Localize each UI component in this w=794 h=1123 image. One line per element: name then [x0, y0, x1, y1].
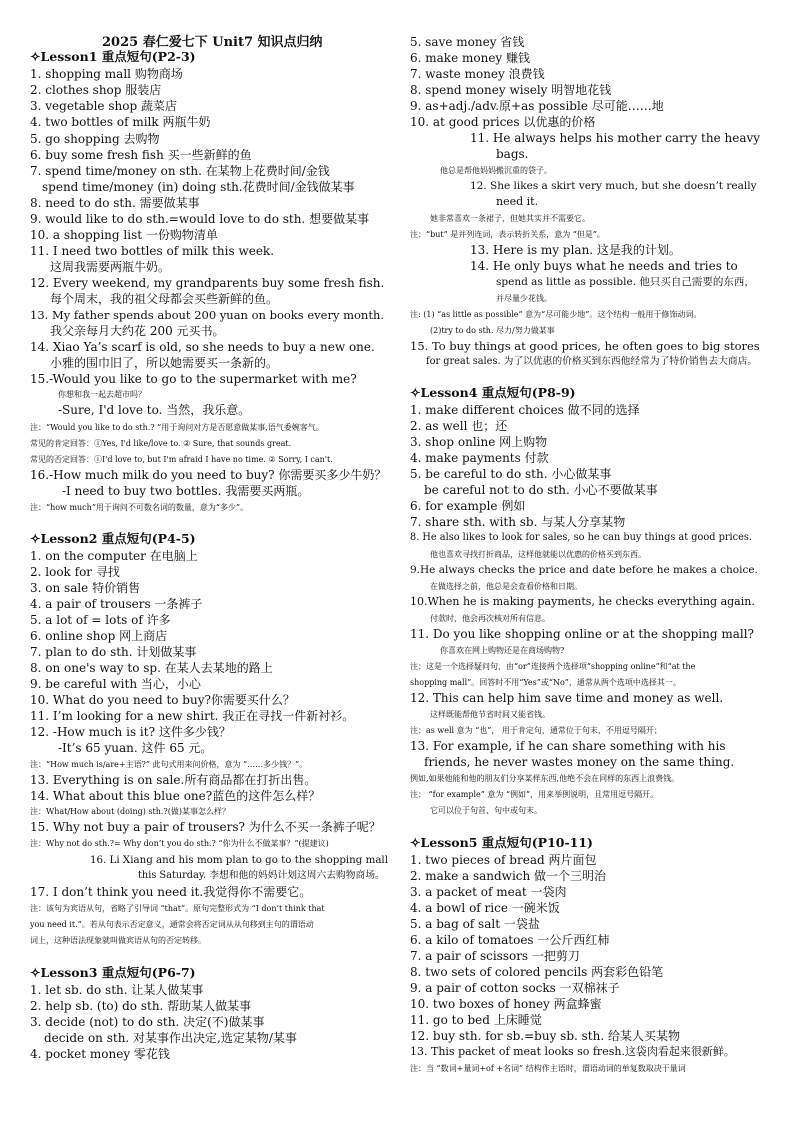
note-line: 注: (1) “as little as possible” 意为“尽可能少地”。这个结构一般用于修饰动词。	[410, 310, 702, 319]
text-line: 9. as+adj./adv.原+as possible 尽可能……地	[410, 99, 664, 113]
text-line: 14. Xiao Ya’s scarf is old, so she needs to buy a new one.	[30, 340, 375, 354]
text-line: 13. Everything is on sale.所有商品都在打折出售。	[30, 773, 317, 787]
section-heading: ✧Lesson3 重点短句(P6-7)	[30, 965, 196, 980]
text-line: 这周我需要两瓶牛奶。	[50, 260, 171, 274]
text-line: 2. help sb. (to) do sth. 帮助某人做某事	[30, 999, 252, 1013]
text-line: 15. Why not buy a pair of trousers? 为什么不买一条裤子呢？	[30, 820, 381, 834]
section-heading: ✧Lesson5 重点短句(P10-11)	[410, 835, 593, 850]
text-line: for great sales. 为了以优惠的价格买到东西他经常为了特价销售去大商店。	[426, 356, 758, 367]
text-line: 2. make a sandwich 做一个三明治	[410, 869, 607, 883]
text-line: 6. for example 例如	[410, 499, 526, 513]
text-line: 15.-Would you like to go to the supermarket with me?	[30, 372, 357, 386]
text-line: this Saturday. 李想和他的妈妈计划这周六去购物商场。	[138, 870, 385, 881]
text-line: 5. be careful to do sth. 小心做某事	[410, 467, 612, 481]
note-line: 这样既能帮他节省时间又能省钱。	[430, 710, 550, 719]
text-line: 6. make money 赚钱	[410, 51, 531, 65]
text-line: -I need to buy two bottles. 我需要买两瓶。	[62, 484, 310, 498]
note-line: (2)try to do sth. 尽力/努力做某事	[430, 326, 555, 335]
text-line: 7. spend time/money on sth. 在某物上花费时间/金钱	[30, 164, 330, 178]
text-line: 10. at good prices 以优惠的价格	[410, 115, 596, 129]
text-line: 8. need to do sth. 需要做某事	[30, 196, 200, 210]
text-line: 9. be careful with 当心，小心	[30, 677, 201, 691]
note-line: 词上，这种语法现象就叫做宾语从句的否定转移。	[30, 936, 206, 945]
text-line: 5. a lot of = lots of 许多	[30, 613, 171, 627]
text-line: 8. two sets of colored pencils 两套彩色铅笔	[410, 965, 664, 979]
text-line: 6. a kilo of tomatoes 一公斤西红柿	[410, 933, 610, 947]
note-line: 她非常喜欢一条裙子，但她其实并不需要它。	[430, 214, 590, 223]
text-line: 每个周末，我的祖父母都会买些新鲜的鱼。	[50, 292, 279, 306]
section-heading: ✧Lesson2 重点短句(P4-5)	[30, 531, 196, 546]
text-line: 12. -How much is it? 这件多少钱？	[30, 725, 231, 739]
note-line: 注：这是一个选择疑问句，由“or”连接两个选择项“shopping online”和“at the	[410, 662, 696, 671]
text-line: 3. vegetable shop 蔬菜店	[30, 99, 177, 113]
text-line: 10. What do you need to buy?你需要买什么？	[30, 693, 295, 707]
text-line: 8. spend money wisely 明智地花钱	[410, 83, 612, 97]
note-line: 注：“how much”用于询问不可数名词的数量，意为“多少”。	[30, 503, 249, 512]
text-line: 8. He also likes to look for sales, so he can buy things at good prices.	[410, 532, 752, 543]
text-line: 1. make different choices 做不同的选择	[410, 403, 640, 417]
note-line: 他总是帮他妈妈搬沉重的袋子。	[440, 166, 552, 175]
text-line: 5. go shopping 去购物	[30, 132, 160, 146]
text-line: 5. save money 省钱	[410, 35, 525, 49]
text-line: 4. two bottles of milk 两瓶牛奶	[30, 115, 211, 129]
text-line: 12. Every weekend, my grandparents buy some fresh fish.	[30, 276, 385, 290]
text-line: 2. look for 寻找	[30, 565, 120, 579]
text-line: 11. I’m looking for a new shirt. 我正在寻找一件新衬衫。	[30, 709, 355, 723]
text-line: 10.When he is making payments, he checks everything again.	[410, 595, 755, 608]
text-line: decide on sth. 对某事作出决定,选定某物/某事	[44, 1031, 297, 1045]
note-line: 注：What/How about (doing) sth.?(做)某事怎么样？	[30, 807, 230, 816]
text-line: 7. a pair of scissors 一把剪刀	[410, 949, 580, 963]
text-line: need it.	[496, 195, 539, 208]
text-line: friends, he never wastes money on the same thing.	[424, 755, 735, 769]
note-line: 并尽量少花钱。	[496, 294, 552, 303]
note-line: 付款时，他会再次核对所有信息。	[430, 614, 550, 623]
text-line: 3. on sale 特价销售	[30, 581, 141, 595]
text-line: 2. as well 也；还	[410, 419, 508, 433]
section-heading: ✧Lesson1 重点短句(P2-3)	[30, 49, 196, 64]
text-line: 8. on one's way to sp. 在某人去某地的路上	[30, 661, 273, 675]
text-line: 小雅的围巾旧了，所以她需要买一条新的。	[50, 356, 279, 370]
text-line: 15. To buy things at good prices, he often goes to big stores	[410, 339, 760, 353]
text-line: 9. a pair of cotton socks 一双棉袜子	[410, 981, 620, 995]
note-line: 注：该句为宾语从句，省略了引导词 “that”。原句完整形式为 “I don’t think that	[30, 904, 325, 913]
note-line: 你想和我一起去超市吗？	[58, 390, 146, 399]
text-line: 3. a packet of meat 一袋肉	[410, 885, 567, 899]
page-title: 2025 春仁爱七下 Unit7 知识点归纳	[102, 35, 323, 50]
note-line: 注：as well 意为 “也”， 用于肯定句，通常位于句末，不用逗号隔开；	[410, 726, 662, 735]
text-line: 1. two pieces of bread 两片面包	[410, 853, 597, 867]
text-line: 4. a bowl of rice 一碗米饭	[410, 901, 560, 915]
text-line: 11. He always helps his mother carry the heavy	[470, 131, 761, 145]
text-line: 6. buy some fresh fish 买一些新鲜的鱼	[30, 148, 252, 162]
note-line: 注： “for example” 意为 “例如”，用来举例说明，且常用逗号隔开。	[410, 790, 659, 799]
note-line: shopping mall”。回答时不用“Yes”或“No”，通常从两个选项中选择其一。	[410, 678, 681, 687]
text-line: -Sure, I'd love to. 当然，我乐意。	[58, 403, 251, 417]
text-line: 10. two boxes of honey 两盒蜂蜜	[410, 997, 602, 1011]
text-line: 14. He only buys what he needs and tries to	[470, 259, 738, 273]
note-line: 注：“but” 是并列连词，表示转折关系，意为 “但是”。	[410, 230, 605, 239]
section-heading: ✧Lesson4 重点短句(P8-9)	[410, 385, 576, 400]
text-line: be careful not to do sth. 小心不要做某事	[424, 483, 658, 497]
text-line: 17. I don’t think you need it.我觉得你不需要它。	[30, 885, 312, 899]
text-line: 16.-How much milk do you need to buy? 你需要买多少牛奶？	[30, 468, 387, 482]
note-line: 他也喜欢寻找打折商品，这样他就能以优惠的价格买到东西。	[430, 550, 646, 559]
text-line: 13. My father spends about 200 yuan on books every month.	[30, 308, 385, 322]
note-line: 常见的肯定回答：①Yes, I'd like/love to. ② Sure, that sounds great.	[30, 439, 292, 448]
text-line: 13. This packet of meat looks so fresh.这袋肉看起来很新鲜。	[410, 1045, 735, 1058]
text-line: 11. go to bed 上床睡觉	[410, 1013, 542, 1027]
text-line: 6. online shop 网上商店	[30, 629, 168, 643]
text-line: 11. Do you like shopping online or at the shopping mall?	[410, 627, 754, 641]
note-line: 常见的否定回答：①I'd love to, but I'm afraid I have no time. ② Sorry, I can't.	[30, 455, 333, 464]
text-line: spend as little as possible. 他只买自己需要的东西，	[496, 276, 755, 288]
text-line: 4. make payments 付款	[410, 451, 549, 465]
text-line: 3. decide (not) to do sth. 决定(不)做某事	[30, 1015, 265, 1029]
note-line: 例如,如果他能和他的朋友们分享某样东西,他绝不会在同样的东西上浪费钱。	[410, 774, 680, 783]
text-line: 12. She likes a skirt very much, but she doesn’t really	[470, 180, 757, 192]
text-line: -It’s 65 yuan. 这件 65 元。	[58, 741, 213, 755]
text-line: 11. I need two bottles of milk this week.	[30, 244, 275, 258]
note-line: you need it.”。若从句表示否定意义，通常会将否定词从从句移到主句的谓语动	[30, 920, 314, 929]
text-line: 1. shopping mall 购物商场	[30, 67, 183, 81]
note-line: 注：Why not do sth.?= Why don’t you do sth.? “你为什么不做某事？”(提建议)	[30, 839, 329, 848]
text-line: 12. This can help him save time and money as well.	[410, 691, 724, 705]
note-line: 它可以位于句首、句中或句末。	[430, 806, 542, 815]
text-line: 我父亲每月大约花 200 元买书。	[50, 324, 225, 338]
text-line: 7. share sth. with sb. 与某人分享某物	[410, 515, 626, 529]
note-line: 注：“Would you like to do sth.? ”用于询问对方是否愿意做某事,语气委婉客气。	[30, 423, 324, 432]
text-line: 9. would like to do sth.=would love to do sth. 想要做某事	[30, 212, 370, 226]
text-line: 16. Li Xiang and his mom plan to go to the shopping mall	[90, 854, 388, 866]
text-line: 4. a pair of trousers 一条裤子	[30, 597, 203, 611]
text-line: 5. a bag of salt 一袋盐	[410, 917, 540, 931]
text-line: 1. on the computer 在电脑上	[30, 549, 198, 563]
text-line: 4. pocket money 零花钱	[30, 1047, 170, 1061]
text-line: 10. a shopping list 一份购物清单	[30, 228, 218, 242]
text-line: bags.	[496, 147, 529, 161]
text-line: 14. What about this blue one?蓝色的这件怎么样？	[30, 789, 321, 803]
note-line: 注：“How much is/are+主语?” 此句式用来问价格，意为 “……多少钱？”。	[30, 760, 308, 769]
text-line: 13. Here is my plan. 这是我的计划。	[470, 243, 681, 257]
note-line: 注：当 “数词+量词+of +名词” 结构作主语时，谓语动词的单复数取决于量词	[410, 1064, 686, 1073]
text-line: spend time/money (in) doing sth.花费时间/金钱做某事	[42, 180, 355, 194]
text-line: 9.He always checks the price and date before he makes a choice.	[410, 564, 758, 576]
text-line: 13. For example, if he can share something with his	[410, 739, 726, 753]
note-line: 在做选择之前，他总是会查看价格和日期。	[430, 582, 582, 591]
text-line: 1. let sb. do sth. 让某人做某事	[30, 983, 204, 997]
text-line: 7. plan to do sth. 计划做某事	[30, 645, 197, 659]
text-line: 3. shop online 网上购物	[410, 435, 548, 449]
text-line: 12. buy sth. for sb.=buy sb. sth. 给某人买某物	[410, 1029, 680, 1043]
text-line: 2. clothes shop 服装店	[30, 83, 162, 97]
text-line: 7. waste money 浪费钱	[410, 67, 545, 81]
note-line: 你喜欢在网上购物还是在商场购物?	[440, 646, 565, 655]
